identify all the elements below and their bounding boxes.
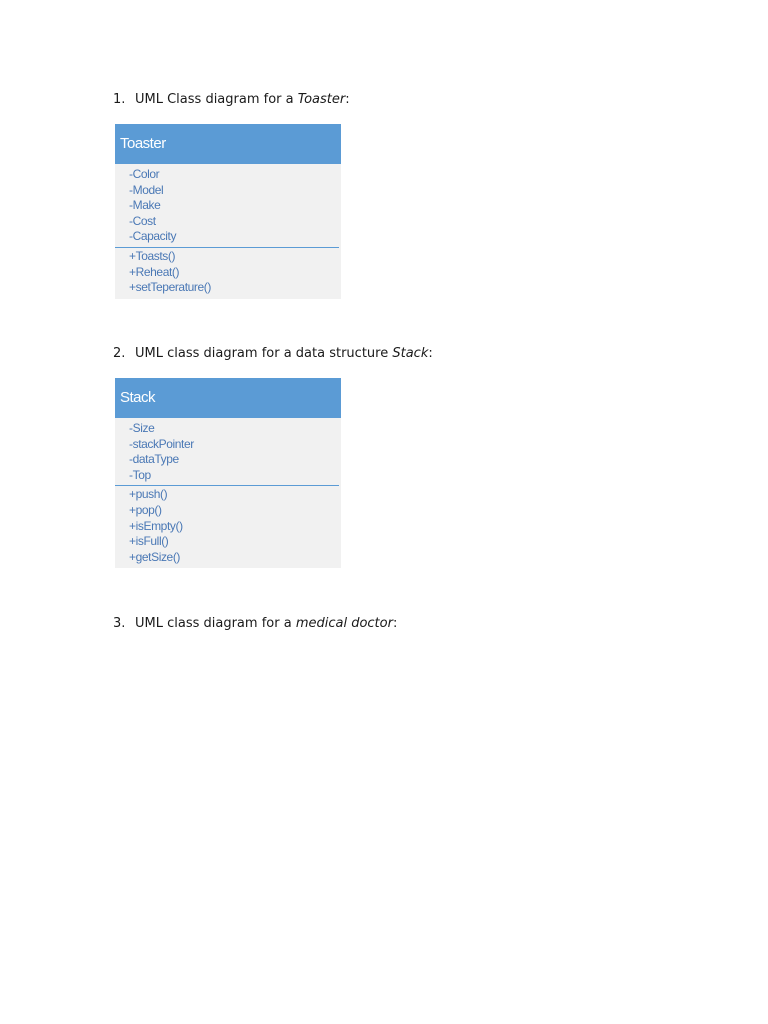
uml-class-stack [115, 378, 341, 568]
uml-operation: +Reheat() [129, 264, 180, 279]
uml-attribute: -Color [129, 167, 160, 181]
question-text: UML class diagram for a data structure [135, 346, 393, 361]
uml-operations [115, 248, 341, 299]
uml-class-name: Toaster [115, 124, 341, 164]
question-text: UML class diagram for a [135, 616, 296, 631]
uml-operation: +isEmpty() [129, 518, 183, 533]
question-suffix: : [428, 346, 433, 361]
uml-operation: +Toasts() [129, 248, 176, 263]
uml-operations [115, 486, 341, 568]
uml-operation: +getSize() [129, 549, 181, 564]
uml-operation: +isFull() [129, 534, 169, 549]
uml-operation: +pop() [129, 502, 162, 517]
uml-class-name: Stack [115, 378, 341, 418]
uml-attribute: -stackPointer [129, 436, 194, 451]
uml-attribute: -Capacity [129, 229, 177, 244]
question-number: 1. [113, 92, 126, 107]
uml-class-toaster [115, 124, 341, 299]
question-number: 2. [113, 346, 126, 361]
question-suffix: : [345, 92, 350, 107]
uml-attribute: -Cost [129, 213, 156, 228]
question-subject: Stack [392, 346, 429, 361]
uml-operation: +push() [129, 487, 168, 502]
uml-attributes [115, 418, 339, 486]
question-number: 3. [113, 616, 126, 631]
question-3 [113, 616, 397, 632]
question-1 [113, 92, 350, 108]
uml-attribute: -Model [129, 182, 164, 197]
uml-attribute: -dataType [129, 452, 179, 467]
question-subject: Toaster [297, 92, 346, 107]
uml-attribute: -Make [129, 198, 161, 213]
uml-attribute: -Top [129, 467, 151, 482]
question-2 [113, 346, 433, 362]
uml-operation: +setTeperature() [129, 280, 211, 295]
uml-attribute: -Size [129, 421, 155, 435]
question-suffix: : [392, 616, 398, 631]
question-text: UML Class diagram for a [135, 92, 298, 107]
question-subject: medical doctor [295, 616, 393, 631]
uml-attributes [115, 164, 339, 248]
